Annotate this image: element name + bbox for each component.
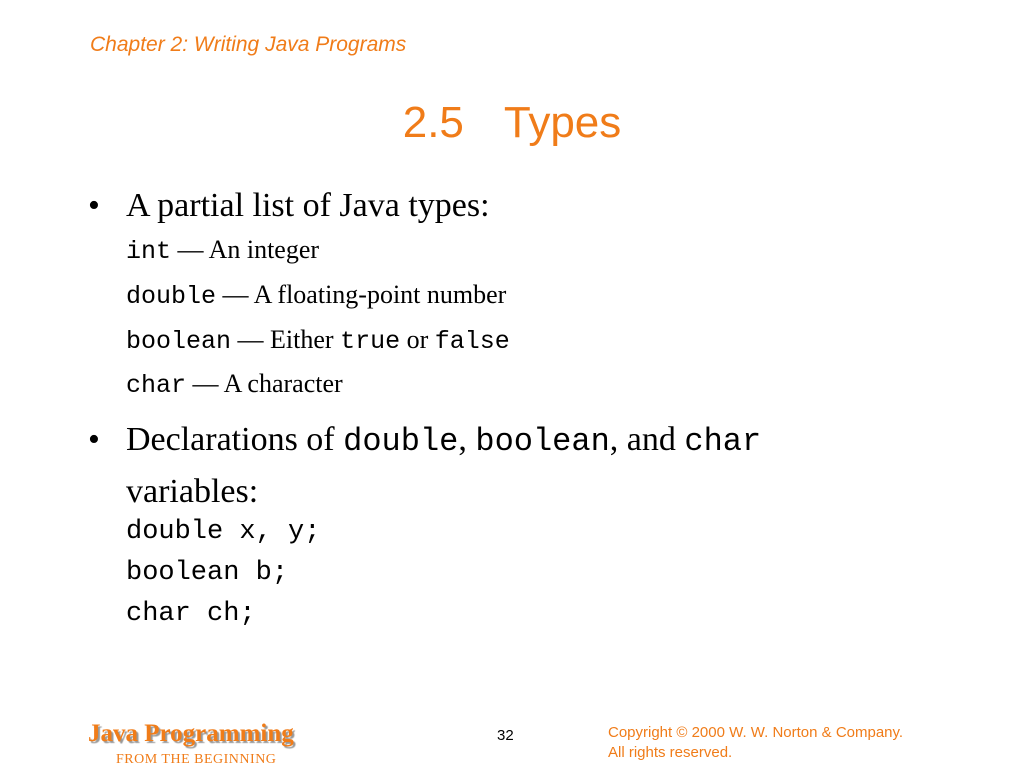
bullet-1 (88, 186, 490, 226)
slide-title (0, 98, 1024, 148)
chapter-title: Chapter 2: Writing Java Programs (90, 33, 407, 56)
type-code: boolean (126, 327, 232, 356)
bullet-2 (88, 420, 761, 462)
double-keyword: double (343, 423, 459, 460)
book-logo: Java Programming (88, 720, 294, 747)
bullet-2-text-end: variables: (126, 473, 259, 510)
boolean-keyword: boolean (475, 423, 610, 460)
section-number: 2.5 (402, 98, 464, 147)
separator: , and (609, 421, 685, 458)
or-text: or (400, 325, 435, 354)
type-item-boolean (126, 325, 510, 357)
type-desc: — A floating-point number (216, 280, 507, 309)
bullet-1-text: A partial list of Java types: (126, 187, 490, 224)
false-literal: false (434, 327, 510, 356)
section-title: Types (503, 98, 622, 147)
type-item-char (126, 369, 343, 401)
type-desc: — A character (186, 369, 343, 398)
bullet-dot-icon: • (88, 421, 100, 458)
type-item-int (126, 235, 319, 267)
bullet-dot-icon: • (88, 187, 100, 224)
char-keyword: char (684, 423, 762, 460)
copyright (608, 723, 903, 763)
code-line: boolean b; (126, 558, 289, 588)
code-line: char ch; (126, 599, 256, 629)
copyright-line-2: All rights reserved. (608, 744, 733, 761)
book-logo-subtitle: FROM THE BEGINNING (116, 752, 277, 767)
type-code: int (126, 237, 172, 266)
code-line: double x, y; (126, 517, 321, 547)
type-code: double (126, 282, 217, 311)
separator: , (458, 421, 476, 458)
type-item-double (126, 280, 506, 312)
page-number: 32 (497, 727, 514, 744)
type-code: char (126, 371, 187, 400)
type-desc: — An integer (171, 235, 320, 264)
true-literal: true (340, 327, 401, 356)
bullet-2-text-start: Declarations of (126, 421, 344, 458)
type-desc: — Either (231, 325, 341, 354)
copyright-line-1: Copyright © 2000 W. W. Norton & Company. (608, 724, 904, 741)
